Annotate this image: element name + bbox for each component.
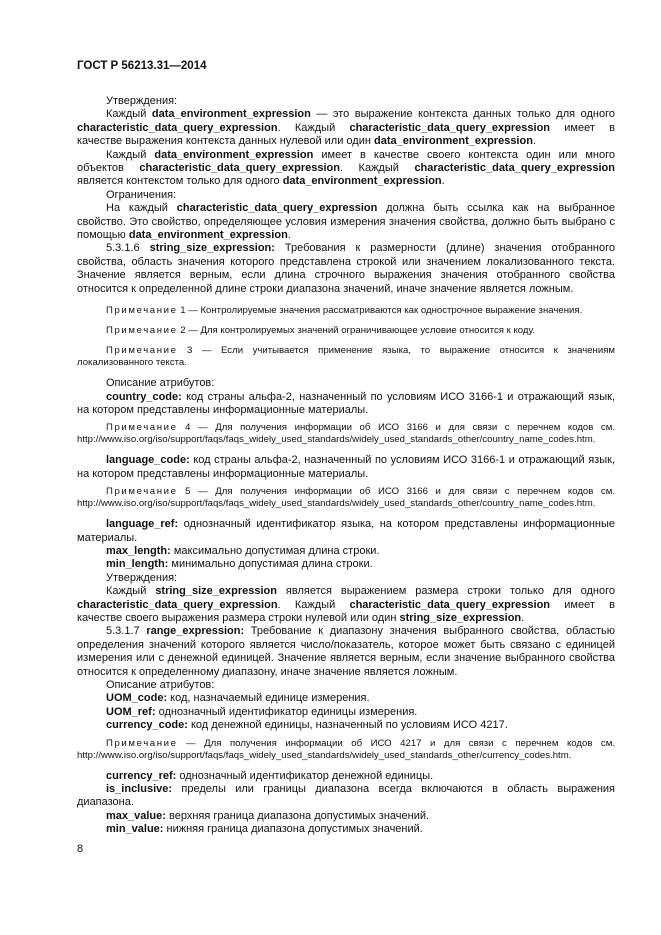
- note-5: Примечание 5 — Для получения информации об ИСО 3166 и для связи с перечнем кодов см. http://www.iso.org/iso/support/faqs/faqs_widely_used_standards/widely_used_standards_other/country_name_codes.htm.: [77, 486, 615, 510]
- note-4: Примечание 4 — Для получения информации об ИСО 3166 и для связи с перечнем кодов см. http://www.iso.org/iso/support/faqs/faqs_widely_used_standards/widely_used_standards_other/country_name_codes.htm.: [77, 422, 615, 446]
- note-6: Примечание — Для получения информации об ИСО 4217 и для связи с перечнем кодов см. http://www.iso.org/iso/support/faqs/faqs_widely_used_standards/widely_used_standards_other/currency_codes.htm.: [77, 737, 615, 761]
- attr-min-length: min_length: минимально допустимая длина строки.: [106, 558, 373, 571]
- attr-language-ref: language_ref: однозначный идентификатор языка, на котором представлены информационные материалы.: [77, 518, 615, 544]
- paragraph-statements-heading-2: Утверждения:: [106, 571, 178, 584]
- paragraph-5-3-1-7: 5.3.1.7 range_expression: Требование к диапазону значения выбранного свойства, областью определения значений которого является число/показатель, которое может быть связано с единицей измерения или с денежной единицей. Значение является верным, если значение выбранного свойства относится к определенному диапазону, иначе значение является ложным.: [77, 625, 616, 678]
- attr-is-inclusive: is_inclusive: пределы или границы диапазона всегда включаются в область выражения диапазона.: [77, 783, 615, 809]
- attr-currency-code: currency_code: код денежной единицы, назначенный по условиям ИСО 4217.: [106, 719, 508, 732]
- paragraph-constraints-heading: Ограничения:: [106, 188, 177, 201]
- paragraph-env-expr-1: Каждый data_environment_expression — это выражение контекста данных только для одного characteristic_data_query_expression. Каждый characteristic_data_query_expression имеет в качестве выражения контекста данных нулевой или один data_environment_expression.: [77, 108, 615, 148]
- attr-uom-code: UOM_code: код, назначаемый единице измерения.: [106, 692, 370, 705]
- page-body: [77, 95, 615, 837]
- paragraph-constraints: На каждый characteristic_data_query_expression должна быть ссылка как на выбранное свойство. Это свойство, определяющее условия измерения значения свойства, должно быть выбрано с помощью data_environment_expression.: [77, 202, 615, 242]
- paragraph-string-size: Каждый string_size_expression является выражением размера строки только для одного characteristic_data_query_expression. Каждый characteristic_data_query_expression имеет в качестве своего выражения размера строки нулевой или один string_size_expression.: [77, 585, 615, 624]
- attr-max-length: max_length: максимально допустимая длина строки.: [106, 544, 380, 557]
- paragraph-attributes-heading: Описание атрибутов:: [106, 377, 215, 390]
- attr-max-value: max_value: верхняя граница диапазона допустимых значений.: [106, 809, 430, 822]
- attr-uom-ref: UOM_ref: однозначный идентификатор единицы измерения.: [106, 705, 418, 718]
- paragraph-attributes-heading-2: Описание атрибутов:: [106, 679, 215, 691]
- paragraph-5-3-1-6: 5.3.1.6 string_size_expression: Требования к размерности (длине) значения отобранного свойства, область значения которого представлена строкой или значением локализованного текста. Значение является верным, если длина строчного выражения значения отобранного свойства относится к определенной длине строки диапазона значений, иначе значение является ложным.: [77, 242, 615, 295]
- attr-min-value: min_value: нижняя граница диапазона допустимых значений.: [106, 823, 423, 836]
- paragraph-statements-heading: Утверждения:: [106, 95, 178, 107]
- page-number: 8: [77, 843, 84, 855]
- note-1: Примечание 1 — Контролируемые значения рассматриваются как однострочное выражение значения.: [106, 305, 583, 317]
- attr-currency-ref: currency_ref: однозначный идентификатор денежной единицы.: [106, 769, 434, 782]
- attr-language-code: language_code: код страны альфа-2, назначенный по условиям ИСО 3166-1 и отражающий язык, на котором представлены информационные материалы.: [77, 454, 615, 480]
- note-3: Примечание 3 — Если учитывается применение языка, то выражение относится к значениям локализованного текста.: [77, 345, 615, 369]
- note-2: Примечание 2 — Для контролируемых значений ограничивающее условие относится к коду.: [106, 325, 535, 337]
- document-header: ГОСТ Р 56213.31—2014: [77, 60, 207, 72]
- paragraph-env-expr-2: Каждый data_environment_expression имеет в качестве своего контекста один или много объектов characteristic_data_query_expression. Каждый characteristic_data_query_expression является контекстом только для одного data_environment_expression.: [77, 148, 615, 188]
- attr-country-code: country_code: код страны альфа-2, назначенный по условиям ИСО 3166-1 и отражающий язык, на котором представлены информационные материалы.: [77, 390, 615, 416]
